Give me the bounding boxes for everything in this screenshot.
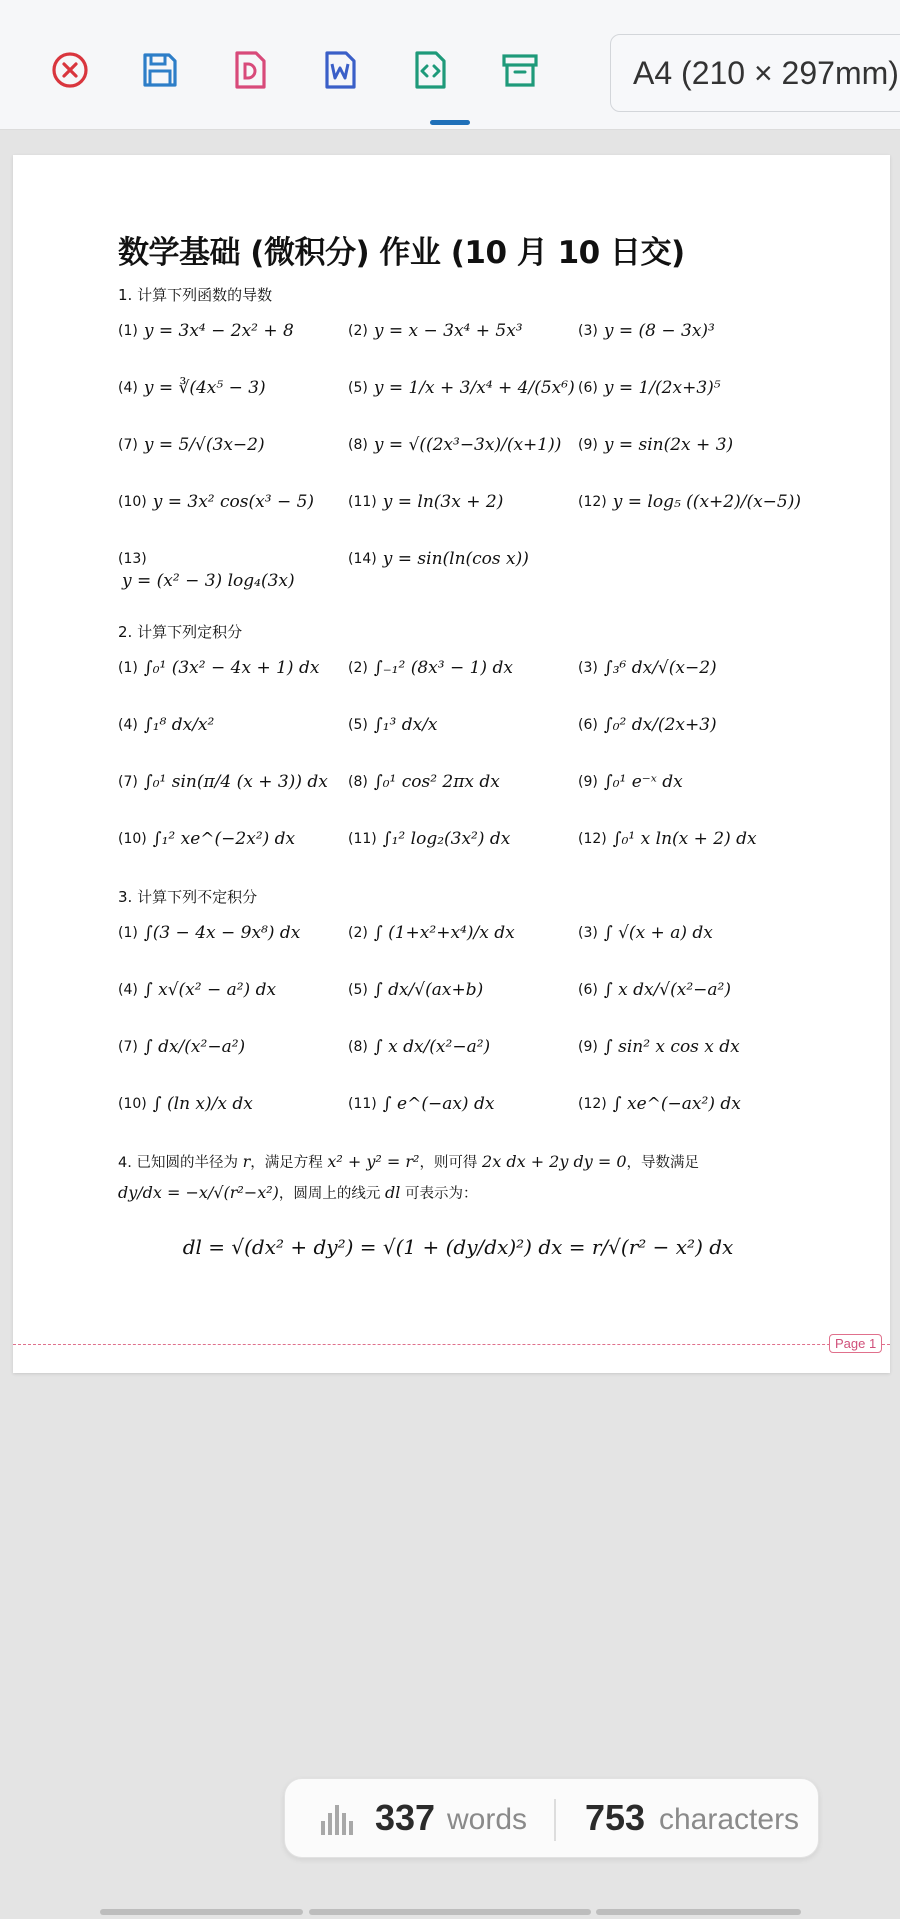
problem-expression: y = 1/x + 3/x⁴ + 4/(5x⁶) — [373, 378, 575, 398]
problem-number: (2) — [348, 323, 368, 339]
problem-item — [348, 917, 578, 974]
problem-number: (3) — [578, 660, 598, 676]
problem-item — [348, 709, 578, 766]
problem-item — [348, 372, 578, 429]
problem-expression: y = 3x² cos(x³ − 5) — [152, 492, 315, 512]
problem-item — [118, 652, 348, 709]
problem-item — [118, 315, 348, 372]
problem-expression: y = √((2x³−3x)/(x+1)) — [373, 435, 562, 455]
problem-expression: y = sin(2x + 3) — [603, 435, 734, 455]
problem-number: (12) — [578, 1096, 607, 1112]
problem-expression: y = log₅ ((x+2)/(x−5)) — [612, 492, 801, 512]
problem-number: (10) — [118, 494, 147, 510]
problem-number: (11) — [348, 1096, 377, 1112]
problem-expression: y = ∛(4x⁵ − 3) — [143, 378, 266, 398]
problem-item — [118, 372, 348, 429]
inline-math: x² + y² = r² — [327, 1152, 420, 1171]
problem-grid — [118, 917, 798, 1145]
problem-item — [578, 486, 801, 543]
problem-item — [118, 766, 348, 823]
word-count: 337 — [375, 1797, 436, 1838]
problem-item — [348, 823, 578, 880]
close-circle-icon — [48, 48, 92, 92]
problem-grid — [118, 652, 798, 880]
problem-expression: ∫ x dx/(x²−a²) — [373, 1037, 491, 1057]
problem-number: (5) — [348, 717, 368, 733]
problem-number: (6) — [578, 380, 598, 396]
problem-number: (7) — [118, 437, 138, 453]
inline-math: dy/dx = −x/√(r²−x²) — [118, 1183, 279, 1202]
problem-item — [578, 372, 798, 429]
problem-item — [118, 429, 348, 486]
problem-number: (1) — [118, 660, 138, 676]
export-word-button[interactable] — [316, 46, 364, 94]
floppy-disk-icon — [138, 48, 182, 92]
page-number-label: Page 1 — [829, 1334, 882, 1353]
problem-expression: ∫₁² log₂(3x²) dx — [382, 829, 511, 849]
problem-number: (7) — [118, 774, 138, 790]
word-count-label: words — [447, 1803, 528, 1836]
problem-expression: ∫ √(x + a) dx — [603, 923, 713, 943]
bar-chart-icon — [319, 1801, 355, 1837]
character-count: 753 — [585, 1797, 646, 1838]
problem-number: (9) — [578, 1039, 598, 1055]
problem-item — [578, 315, 798, 372]
problem-item — [118, 543, 348, 615]
problem-expression: ∫(3 − 4x − 9x⁸) dx — [143, 923, 301, 943]
section-title: 1. 计算下列函数的导数 — [118, 286, 273, 304]
document-page — [13, 155, 890, 1373]
code-file-icon — [408, 48, 452, 92]
problem-expression: ∫ e^(−ax) dx — [382, 1094, 495, 1114]
word-file-icon — [318, 48, 362, 92]
problem-expression: ∫₀¹ x ln(x + 2) dx — [612, 829, 757, 849]
problem-number: (14) — [348, 551, 377, 567]
problem-item — [348, 1031, 578, 1088]
section-title: 3. 计算下列不定积分 — [118, 888, 258, 906]
problem-item — [578, 429, 798, 486]
problem-number: (4) — [118, 982, 138, 998]
problem-number: (12) — [578, 494, 607, 510]
problem-number: (10) — [118, 831, 147, 847]
problem-number: (3) — [578, 925, 598, 941]
paragraph-text: ，则可得 — [419, 1155, 483, 1171]
problem-expression: ∫ dx/(x²−a²) — [143, 1037, 246, 1057]
problem-number: (9) — [578, 774, 598, 790]
problem-number: (8) — [348, 1039, 368, 1055]
inline-math: 2x dx + 2y dy = 0 — [482, 1152, 627, 1171]
problem-number: (11) — [348, 831, 377, 847]
paragraph-text: ，满足方程 — [250, 1155, 328, 1171]
problem-item — [118, 917, 348, 974]
problem-expression: ∫₁⁸ dx/x² — [143, 715, 215, 735]
problem-number: (7) — [118, 1039, 138, 1055]
scrollbar-segment[interactable] — [309, 1909, 591, 1915]
problem-number: (4) — [118, 717, 138, 733]
problem-item — [348, 974, 578, 1031]
problem-expression: ∫ dx/√(ax+b) — [373, 980, 484, 1000]
problem-number: (6) — [578, 982, 598, 998]
problem-number: (13) — [118, 551, 147, 567]
scrollbar-segment[interactable] — [100, 1909, 303, 1915]
export-pdf-button[interactable] — [226, 46, 274, 94]
problem-item — [118, 486, 348, 543]
problem-expression: ∫₁³ dx/x — [373, 715, 438, 735]
section-4-paragraph — [118, 1147, 798, 1209]
problem-expression: y = ln(3x + 2) — [382, 492, 504, 512]
problem-expression: y = (x² − 3) log₄(3x) — [122, 571, 295, 591]
problem-number: (2) — [348, 925, 368, 941]
problem-item — [348, 315, 578, 372]
problem-number: (1) — [118, 323, 138, 339]
problem-expression: ∫₃⁶ dx/√(x−2) — [603, 658, 717, 678]
problem-item — [578, 823, 798, 880]
paragraph-text: 4. 已知圆的半径为 — [118, 1155, 243, 1171]
problem-item — [348, 1088, 578, 1145]
problem-item — [118, 1031, 348, 1088]
problem-item — [348, 543, 578, 600]
problem-number: (12) — [578, 831, 607, 847]
problem-number: (5) — [348, 982, 368, 998]
save-button[interactable] — [136, 46, 184, 94]
problem-expression: y = 3x⁴ − 2x² + 8 — [143, 321, 294, 341]
problem-expression: ∫ (ln x)/x dx — [152, 1094, 253, 1114]
problem-number: (3) — [578, 323, 598, 339]
section-title: 2. 计算下列定积分 — [118, 623, 243, 641]
archive-box-icon — [498, 48, 542, 92]
pdf-file-icon — [228, 48, 272, 92]
problem-expression: ∫ (1+x²+x⁴)/x dx — [373, 923, 515, 943]
problem-number: (8) — [348, 774, 368, 790]
problem-item — [348, 429, 578, 486]
paragraph-text: ，导数满足 — [626, 1155, 700, 1171]
problem-item — [578, 974, 798, 1031]
problem-expression: ∫ xe^(−ax²) dx — [612, 1094, 741, 1114]
problem-grid — [118, 315, 801, 615]
page-break-line — [13, 1344, 890, 1345]
inline-math: r — [242, 1152, 251, 1171]
display-equation: dl = √(dx² + dy²) = √(1 + (dy/dx)²) dx = r/√(r² − x²) dx — [182, 1235, 734, 1259]
problem-number: (10) — [118, 1096, 147, 1112]
divider — [554, 1799, 556, 1841]
problem-number: (8) — [348, 437, 368, 453]
toolbar — [0, 0, 900, 130]
problem-expression: ∫₀¹ e⁻ˣ dx — [603, 772, 683, 792]
page-title: 数学基础 (微积分) 作业 (10 月 10 日交) — [118, 235, 685, 271]
active-tab-indicator — [430, 120, 470, 125]
problem-item — [348, 486, 578, 543]
word-count-panel — [284, 1778, 819, 1858]
problem-expression: y = (8 − 3x)³ — [603, 321, 715, 341]
problem-number: (4) — [118, 380, 138, 396]
problem-item — [578, 766, 798, 823]
close-button[interactable] — [46, 46, 94, 94]
problem-expression: ∫₋₁² (8x³ − 1) dx — [373, 658, 513, 678]
archive-button[interactable] — [496, 46, 544, 94]
problem-expression: ∫ x dx/√(x²−a²) — [603, 980, 731, 1000]
problem-item — [118, 823, 348, 880]
document-content — [118, 227, 801, 1259]
problem-item — [578, 917, 798, 974]
problem-expression: ∫₀¹ (3x² − 4x + 1) dx — [143, 658, 320, 678]
problem-number: (11) — [348, 494, 377, 510]
problem-expression: ∫ sin² x cos x dx — [603, 1037, 740, 1057]
page-size-select[interactable]: A4 (210 × 297mm) — [610, 34, 900, 112]
scrollbar-segment[interactable] — [596, 1909, 801, 1915]
inline-math: dl — [385, 1183, 401, 1202]
problem-item — [118, 974, 348, 1031]
problem-number: (1) — [118, 925, 138, 941]
problem-expression: ∫₀¹ cos² 2πx dx — [373, 772, 500, 792]
problem-expression: ∫₀¹ sin(π/4 (x + 3)) dx — [143, 772, 328, 792]
problem-expression: y = 5/√(3x−2) — [143, 435, 265, 455]
problem-number: (6) — [578, 717, 598, 733]
problem-item — [348, 652, 578, 709]
problem-expression: ∫₁² xe^(−2x²) dx — [152, 829, 296, 849]
character-count-label: characters — [659, 1803, 800, 1836]
export-html-button[interactable] — [406, 46, 454, 94]
problem-item — [578, 1088, 798, 1145]
problem-item — [118, 709, 348, 766]
paragraph-text: 可表示为： — [400, 1186, 478, 1202]
problem-number: (5) — [348, 380, 368, 396]
problem-expression: ∫ x√(x² − a²) dx — [143, 980, 277, 1000]
problem-item — [348, 766, 578, 823]
problem-item — [118, 1088, 348, 1145]
problem-item — [578, 1031, 798, 1088]
paragraph-text: ，圆周上的线元 — [278, 1186, 386, 1202]
problem-expression: y = x − 3x⁴ + 5x³ — [373, 321, 523, 341]
problem-expression: ∫₀² dx/(2x+3) — [603, 715, 717, 735]
problem-number: (2) — [348, 660, 368, 676]
problem-item — [578, 652, 798, 709]
problem-item — [578, 709, 798, 766]
problem-number: (9) — [578, 437, 598, 453]
problem-expression: y = 1/(2x+3)⁵ — [603, 378, 721, 398]
problem-expression: y = sin(ln(cos x)) — [382, 549, 529, 569]
